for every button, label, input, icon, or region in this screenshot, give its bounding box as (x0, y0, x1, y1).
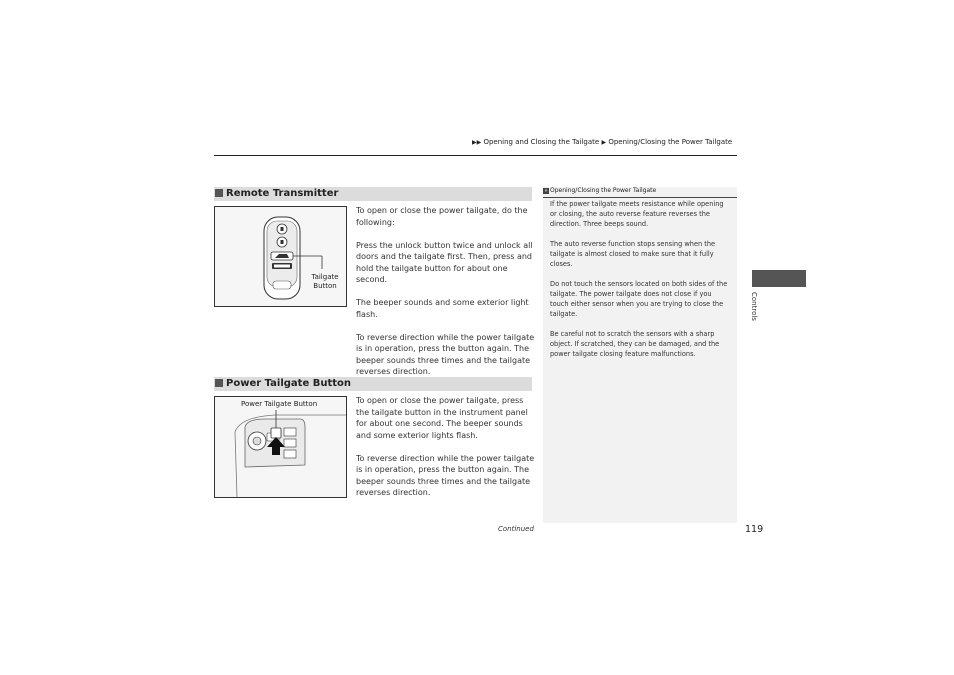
sidebar-text: If the power tailgate meets resistance while opening or closing, the auto reverse feature reverses the direction. Three beeps sound. The auto reverse function stops sensing when the tailgate is almost closed to make sure that it fully closes. Do not touch the sensors located on both sides of the tailgate. The power tailgate does not close if you touch either sensor when you are trying to close the tailgate. Be careful not to scratch the sensors with a sharp object. If scratched, they can be damaged, and the power tailgate closing feature malfunctions. (550, 200, 728, 358)
breadcrumb-item-power-tailgate: Opening/Closing the Power Tailgate (608, 138, 733, 146)
power-tailgate-button-callout: Power Tailgate Button (241, 400, 318, 408)
header-rule (214, 155, 737, 156)
note-icon: » (544, 188, 548, 194)
breadcrumb (472, 138, 732, 146)
continued-label: Continued (498, 525, 534, 533)
breadcrumb-separator-icon: ▶ (601, 139, 607, 146)
section-heading-remote-transmitter: Remote Transmitter (214, 187, 532, 201)
breadcrumb-arrow-icon: ▶▶ (472, 139, 482, 146)
breadcrumb-item-tailgate[interactable]: Opening and Closing the Tailgate (483, 138, 600, 146)
chapter-tab[interactable] (752, 270, 806, 287)
tailgate-button-callout: Tailgate Button (311, 273, 339, 290)
sidebar-title: » Opening/Closing the Power Tailgate (543, 186, 737, 198)
section2-text: To open or close the power tailgate, press the tailgate button in the instrument panel for about one second. The beeper sounds and some exterior lights flash. To reverse direction while the power tailgate is in operation, press the button again. The beeper sounds three times and the tailgate reverses direction. (356, 396, 535, 497)
section-marker-icon (215, 379, 223, 387)
section1-text: To open or close the power tailgate, do the following: Press the unlock button twice and unlock all doors and the tailgate first. Then, press and hold the tailgate button for about one second. The beeper sounds and some exterior light flash. To reverse direction while the power tailgate is in operation, press the button again. The beeper sounds three times and the tailgate reverses direction. (356, 206, 535, 376)
key-fob-illustration (215, 207, 346, 306)
section-marker-icon (215, 189, 223, 197)
remote-transmitter-figure (214, 206, 347, 307)
chapter-tab-label: Controls (750, 292, 758, 321)
section-heading-power-tailgate-button: Power Tailgate Button (214, 377, 532, 391)
instrument-panel-illustration (215, 397, 346, 497)
page-number: 119 (745, 524, 764, 535)
power-tailgate-button-figure (214, 396, 347, 498)
